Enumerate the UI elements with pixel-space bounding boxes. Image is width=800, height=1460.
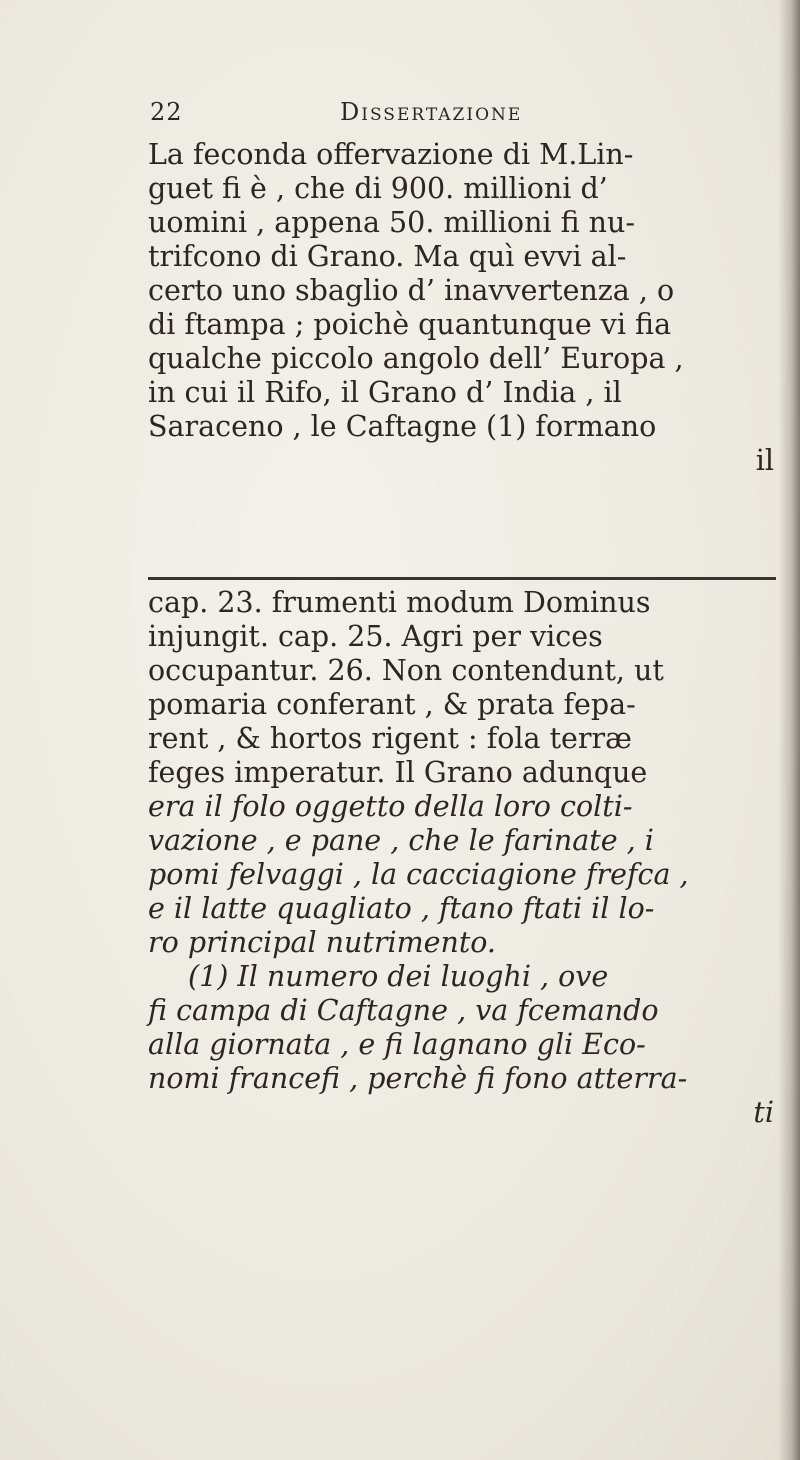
note-line: e il latte quagliato , ftano ftati il lo- xyxy=(148,892,655,925)
text-line: guet fi è , che di 900. millioni d’ xyxy=(148,172,608,205)
note-line: ro principal nutrimento. xyxy=(148,926,496,959)
note-line: nomi francefi , perchè fi fono atterra- xyxy=(148,1062,688,1095)
running-head: Dissertazione xyxy=(340,98,523,126)
page-number: 22 xyxy=(150,98,183,126)
note-line: rent , & hortos rigent : fola terræ xyxy=(148,722,632,755)
text-line: certo uno sbaglio d’ inavvertenza , o xyxy=(148,274,675,307)
text-line: in cui il Rifo, il Grano d’ India , il xyxy=(148,376,622,409)
note-line: cap. 23. frumenti modum Dominus xyxy=(148,586,651,619)
page-header xyxy=(150,98,670,134)
text-line: trifcono di Grano. Ma quì evvi al- xyxy=(148,240,627,273)
note-line: occupantur. 26. Non contendunt, ut xyxy=(148,654,664,687)
footnote-rule xyxy=(148,577,776,580)
note-line: feges imperatur. Il Grano adunque xyxy=(148,756,648,789)
note-line: vazione , e pane , che le farinate , i xyxy=(148,824,654,857)
text-line: qualche piccolo angolo dell’ Europa , xyxy=(148,342,684,375)
page-edge-shadow xyxy=(778,0,800,1460)
text-line: uomini , appena 50. millioni fi nu- xyxy=(148,206,636,239)
footnotes xyxy=(148,586,774,1130)
catchword: il xyxy=(755,444,774,477)
catchword: ti xyxy=(753,1096,774,1129)
text-line: Saraceno , le Caftagne (1) formano xyxy=(148,410,657,443)
text-line: La feconda offervazione di M.Lin- xyxy=(148,138,634,171)
note-line: injungit. cap. 25. Agri per vices xyxy=(148,620,603,653)
note-line: fi campa di Caftagne , va fcemando xyxy=(148,994,659,1027)
main-text xyxy=(148,138,774,478)
note-line: pomaria conferant , & prata fepa- xyxy=(148,688,636,721)
note-line: (1) Il numero dei luoghi , ove xyxy=(188,960,609,993)
note-line: era il folo oggetto della loro colti- xyxy=(148,790,633,823)
note-line: alla giornata , e fi lagnano gli Eco- xyxy=(148,1028,646,1061)
note-line: pomi felvaggi , la cacciagione frefca , xyxy=(148,858,689,891)
text-line: di ftampa ; poichè quantunque vi fia xyxy=(148,308,672,341)
